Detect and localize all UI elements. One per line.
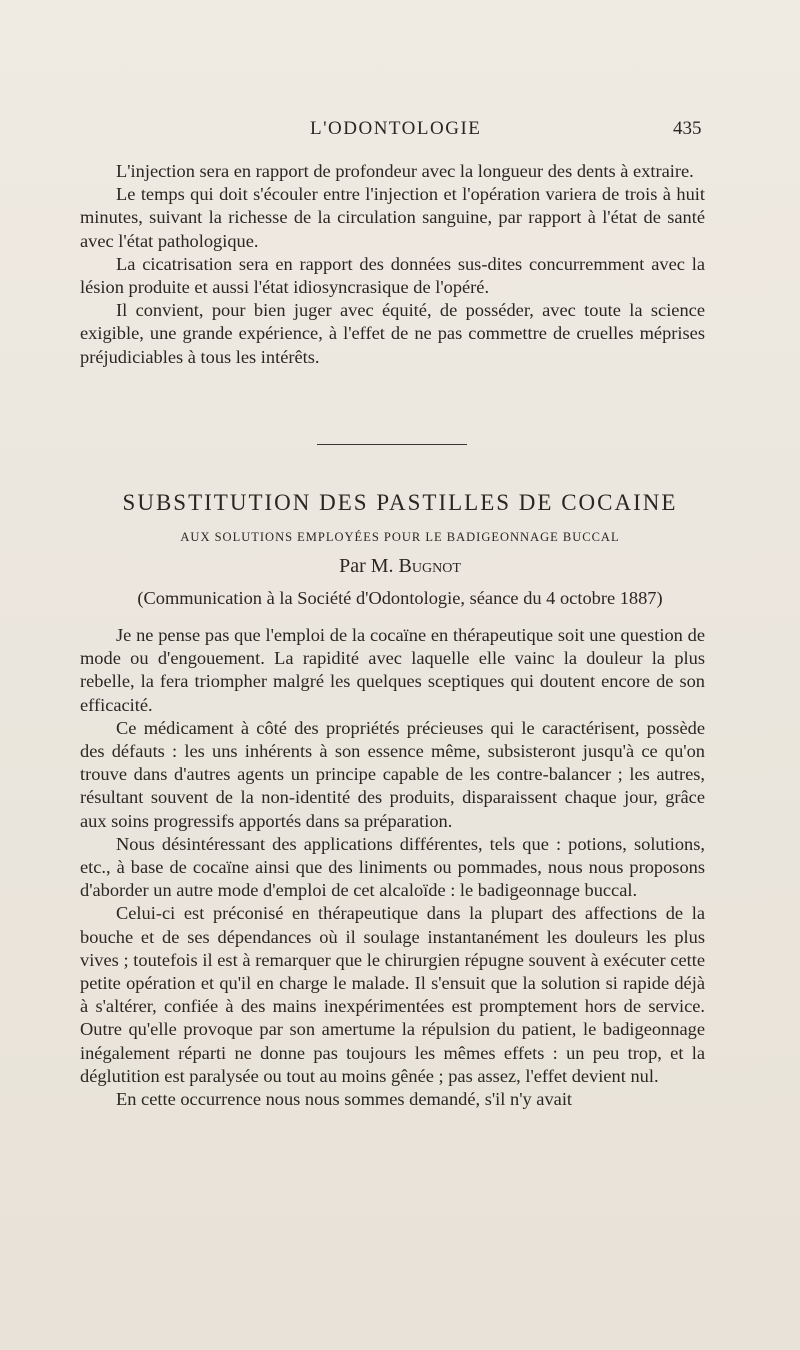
byline [0, 555, 800, 578]
paragraph: En cette occurrence nous nous sommes demandé, s'il n'y avait [116, 1089, 573, 1110]
paragraph: Le temps qui doit s'écouler entre l'injection et l'opération variera de trois à huit minutes, suivant la richesse de la circulation sanguine, par rapport à l'état de santé avec l'état pathologique. [80, 184, 705, 251]
author-name: Bugnot [398, 555, 461, 577]
paragraph: Nous désintéressant des applications différentes, tels que : potions, solutions, etc., à base de cocaïne ainsi que des liniments ou pommades, nous nous proposons d'aborder un autre mode d'emploi de cet alcaloïde : le badigeonnage buccal. [80, 833, 705, 901]
running-head [0, 118, 800, 144]
paragraph: La cicatrisation sera en rapport des données sus-dites concurremment avec la lésion produite et aussi l'état idiosyncrasique de l'opéré. [80, 253, 705, 298]
paragraph: Je ne pense pas que l'emploi de la cocaïne en thérapeutique soit une question de mode ou d'engouement. La rapidité avec laquelle elle vainc la douleur la plus rebelle, la fera triompher malgré les quelques sceptiques qui doutent encore de son efficacité. [80, 625, 705, 715]
section-divider [317, 444, 467, 445]
paragraph: Celui-ci est préconisé en thérapeutique dans la plupart des affections de la bouche et de ses dépendances où il soulage instantanément les douleurs les plus vives ; toutefois il est à remarquer que le chirurgien répugne souvent à exécuter cette petite opération et qu'il en charge le malade. Il s'ensuit que la solution si rapide déjà à s'altérer, confiée à des mains inexpérimentées est promptement hors de service. Outre qu'elle provoque par son amertume la répulsion du patient, le badigeonnage inégalement réparti ne donne pas toujours les mêmes effets : un peu trop, et la déglutition est paralysée ou tout au moins gênée ; pas assez, l'effet devient nul. [80, 903, 705, 1086]
paragraph: Il convient, pour bien juger avec équité, de posséder, avec toute la science exigible, une grande expérience, à l'effet de ne pas commettre de cruelles méprises préjudiciables à tous les intérêts. [80, 300, 705, 367]
running-title: L'ODONTOLOGIE [310, 118, 482, 139]
page-number: 435 [673, 118, 702, 139]
article-title: SUBSTITUTION DES PASTILLES DE COCAINE [122, 490, 678, 515]
communication-note: (Communication à la Société d'Odontologie, séance du 4 octobre 1887) [137, 588, 663, 608]
paragraph: L'injection sera en rapport de profondeur avec la longueur des dents à extraire. [116, 161, 694, 181]
byline-prefix: Par M. [339, 555, 394, 577]
paragraph: Ce médicament à côté des propriétés précieuses qui le caractérisent, possède des défauts : les uns inhérents à son essence même, subsisteront jusqu'à ce qu'on trouve dans d'autres agents un principe capable de les contre-balancer ; les autres, résultant souvent de la non-identité des produits, disparaissent chaque jour, grâce aux soins progressifs apportés dans sa préparation. [80, 717, 705, 831]
article-subtitle: AUX SOLUTIONS EMPLOYÉES POUR LE BADIGEONNAGE BUCCAL [180, 530, 620, 544]
article-body [80, 624, 705, 1111]
previous-article-text [80, 160, 705, 369]
